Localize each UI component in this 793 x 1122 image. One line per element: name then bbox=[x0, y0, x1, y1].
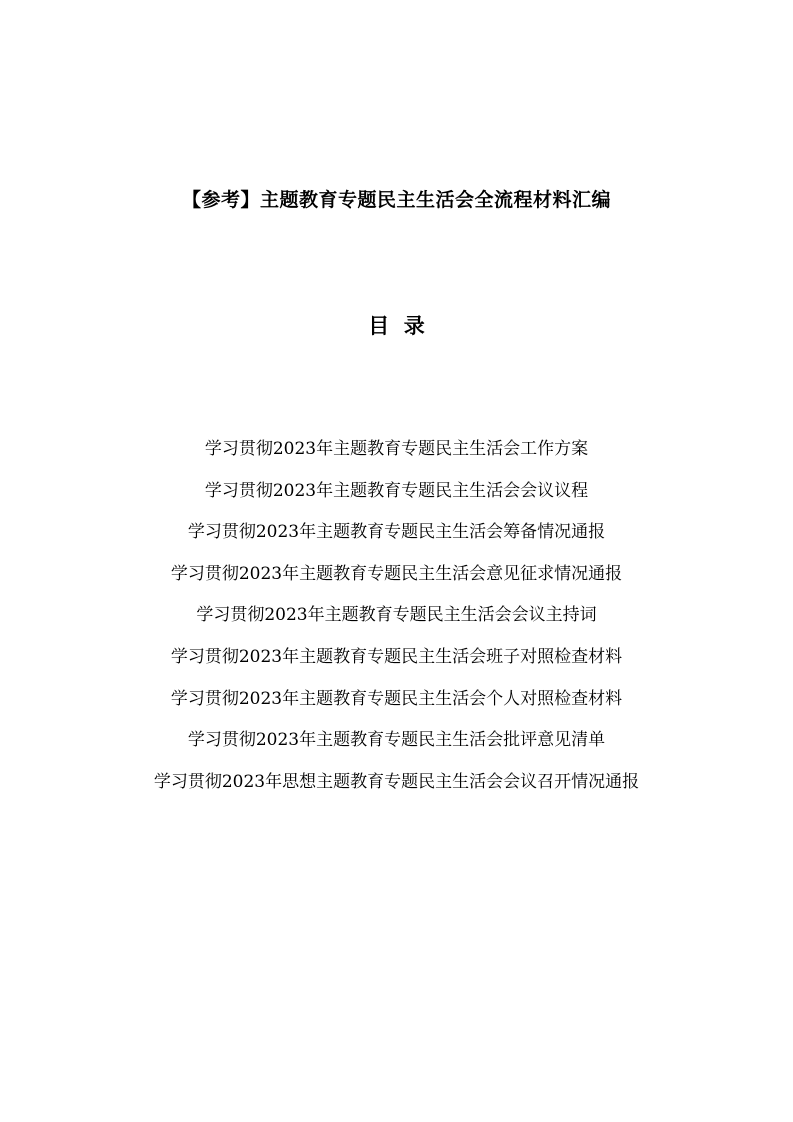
toc-item-7: 学习贯彻2023年主题教育专题民主生活会个人对照检查材料 bbox=[170, 688, 623, 709]
toc-item-5: 学习贯彻2023年主题教育专题民主生活会会议主持词 bbox=[196, 605, 597, 626]
toc-item-6: 学习贯彻2023年主题教育专题民主生活会班子对照检查材料 bbox=[170, 646, 623, 667]
toc-item-8: 学习贯彻2023年主题教育专题民主生活会批评意见清单 bbox=[187, 730, 606, 751]
toc-heading: 目 录 bbox=[368, 314, 425, 338]
toc-item-2: 学习贯彻2023年主题教育专题民主生活会会议议程 bbox=[204, 480, 589, 501]
toc-list bbox=[0, 435, 793, 809]
toc-item-3: 学习贯彻2023年主题教育专题民主生活会筹备情况通报 bbox=[187, 522, 606, 543]
document-title: 【参考】主题教育专题民主生活会全流程材料汇编 bbox=[181, 189, 611, 211]
toc-item-9: 学习贯彻2023年思想主题教育专题民主生活会会议召开情况通报 bbox=[153, 771, 640, 792]
toc-item-1: 学习贯彻2023年主题教育专题民主生活会工作方案 bbox=[204, 439, 589, 459]
toc-item-4: 学习贯彻2023年主题教育专题民主生活会意见征求情况通报 bbox=[170, 563, 623, 584]
